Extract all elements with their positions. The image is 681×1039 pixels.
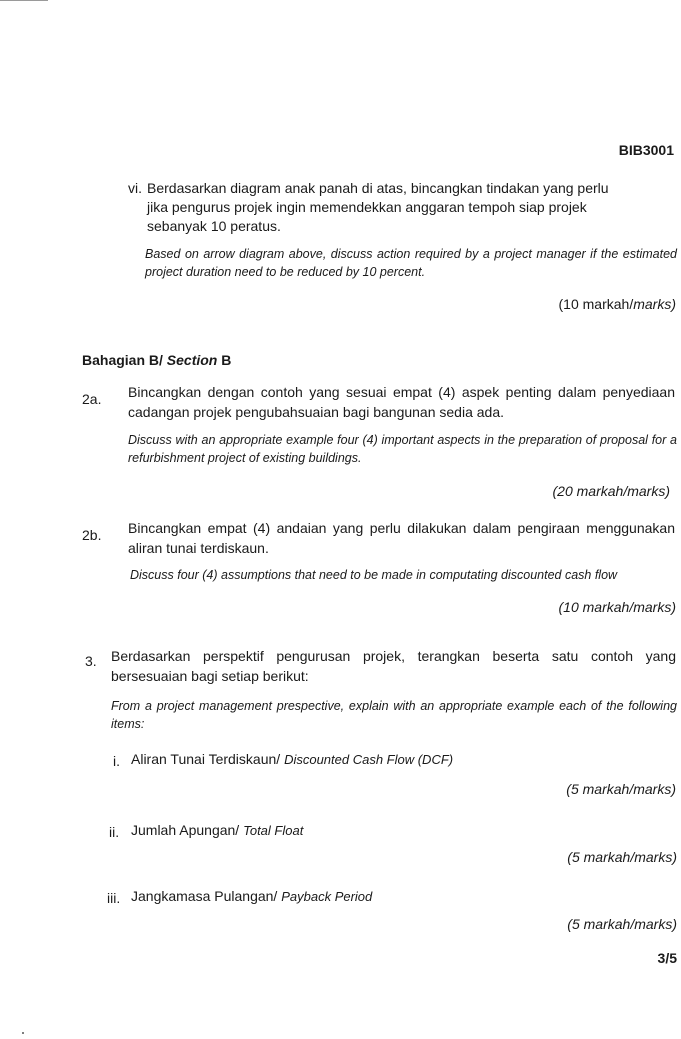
- marks-en: marks): [633, 296, 676, 312]
- marks-ms: (20 markah/: [552, 483, 628, 499]
- scan-speck: [22, 1032, 24, 1034]
- item-en: Total Float: [243, 823, 304, 838]
- q3-item-iii-marks: [430, 914, 677, 934]
- section-heading: [82, 350, 231, 370]
- marks-ms: (10 markah/: [558, 599, 634, 615]
- q2b-marks: [430, 597, 676, 617]
- marks-en: marks): [633, 599, 676, 615]
- q-vi-en-text: Based on arrow diagram above, discuss action required by a project manager if the estimated project duration need to be reduced by 10 percent.: [145, 247, 677, 279]
- section-en: Section: [166, 352, 218, 368]
- q3-item-i-text: [131, 749, 453, 770]
- q3-item-i-number: i.: [113, 753, 120, 769]
- marks-ms: (5 markah/: [566, 781, 634, 797]
- marks-ms: (5 markah/: [567, 849, 635, 865]
- q3-number: 3.: [85, 653, 97, 669]
- item-ms: Jangkamasa Pulangan/: [131, 888, 278, 904]
- q3-item-i-marks: [430, 779, 676, 799]
- q-vi-marks: [430, 294, 676, 314]
- q3-en-text: From a project management prespective, explain with an appropriate example each of the following items:: [111, 699, 677, 731]
- marks-en: marks): [627, 483, 670, 499]
- section-ms: Bahagian B/: [82, 352, 163, 368]
- q2a-en-text: Discuss with an appropriate example four (4) important aspects in the preparation of proposal for a refurbishment project of existing buildings.: [128, 433, 677, 465]
- q2a-ms-text: Bincangkan dengan contoh yang sesuai empat (4) aspek penting dalam penyediaan cadangan projek pengubahsuaian bagi bangunan sedia ada.: [128, 384, 675, 420]
- q-vi-ms-line3: sebanyak 10 peratus.: [147, 218, 281, 234]
- marks-ms: (10 markah/: [558, 296, 634, 312]
- q3-item-ii-number: ii.: [109, 824, 120, 840]
- q2b-en-text: Discuss four (4) assumptions that need to be made in computating discounted cash flow: [130, 568, 618, 582]
- scan-edge-line: [0, 0, 48, 1]
- q2b-number: 2b.: [82, 527, 102, 543]
- q2a-marks: [430, 481, 670, 501]
- marks-en: marks): [633, 781, 676, 797]
- item-en: Discounted Cash Flow (DCF): [284, 752, 454, 767]
- marks-en: marks): [634, 849, 677, 865]
- q-vi-ms-line1: Berdasarkan diagram anak panah di atas, bincangkan tindakan yang perlu: [147, 180, 609, 196]
- section-letter: B: [221, 352, 232, 368]
- q2b-ms-text: Bincangkan empat (4) andaian yang perlu dilakukan dalam pengiraan menggunakan aliran tunai terdiskaun.: [128, 520, 675, 556]
- q3-item-ii-text: [131, 820, 303, 841]
- q3-item-iii-text: [131, 886, 372, 907]
- q-vi-ms-line2: jika pengurus projek ingin memendekkan anggaran tempoh siap projek: [147, 199, 587, 215]
- item-ms: Jumlah Apungan/: [131, 822, 240, 838]
- q-vi-number: vi.: [128, 180, 142, 196]
- item-en: Payback Period: [281, 889, 373, 904]
- q3-ms-text: Berdasarkan perspektif pengurusan projek, terangkan beserta satu contoh yang bersesuaian bagi setiap berikut:: [111, 648, 676, 684]
- page-number: 3/5: [657, 950, 677, 966]
- item-ms: Aliran Tunai Terdiskaun/: [131, 751, 281, 767]
- course-code: BIB3001: [618, 142, 674, 158]
- marks-ms: (5 markah/: [567, 916, 635, 932]
- marks-en: marks): [634, 916, 677, 932]
- q3-item-ii-marks: [430, 847, 677, 867]
- q3-item-iii-number: iii.: [107, 890, 121, 906]
- q2a-number: 2a.: [82, 391, 102, 407]
